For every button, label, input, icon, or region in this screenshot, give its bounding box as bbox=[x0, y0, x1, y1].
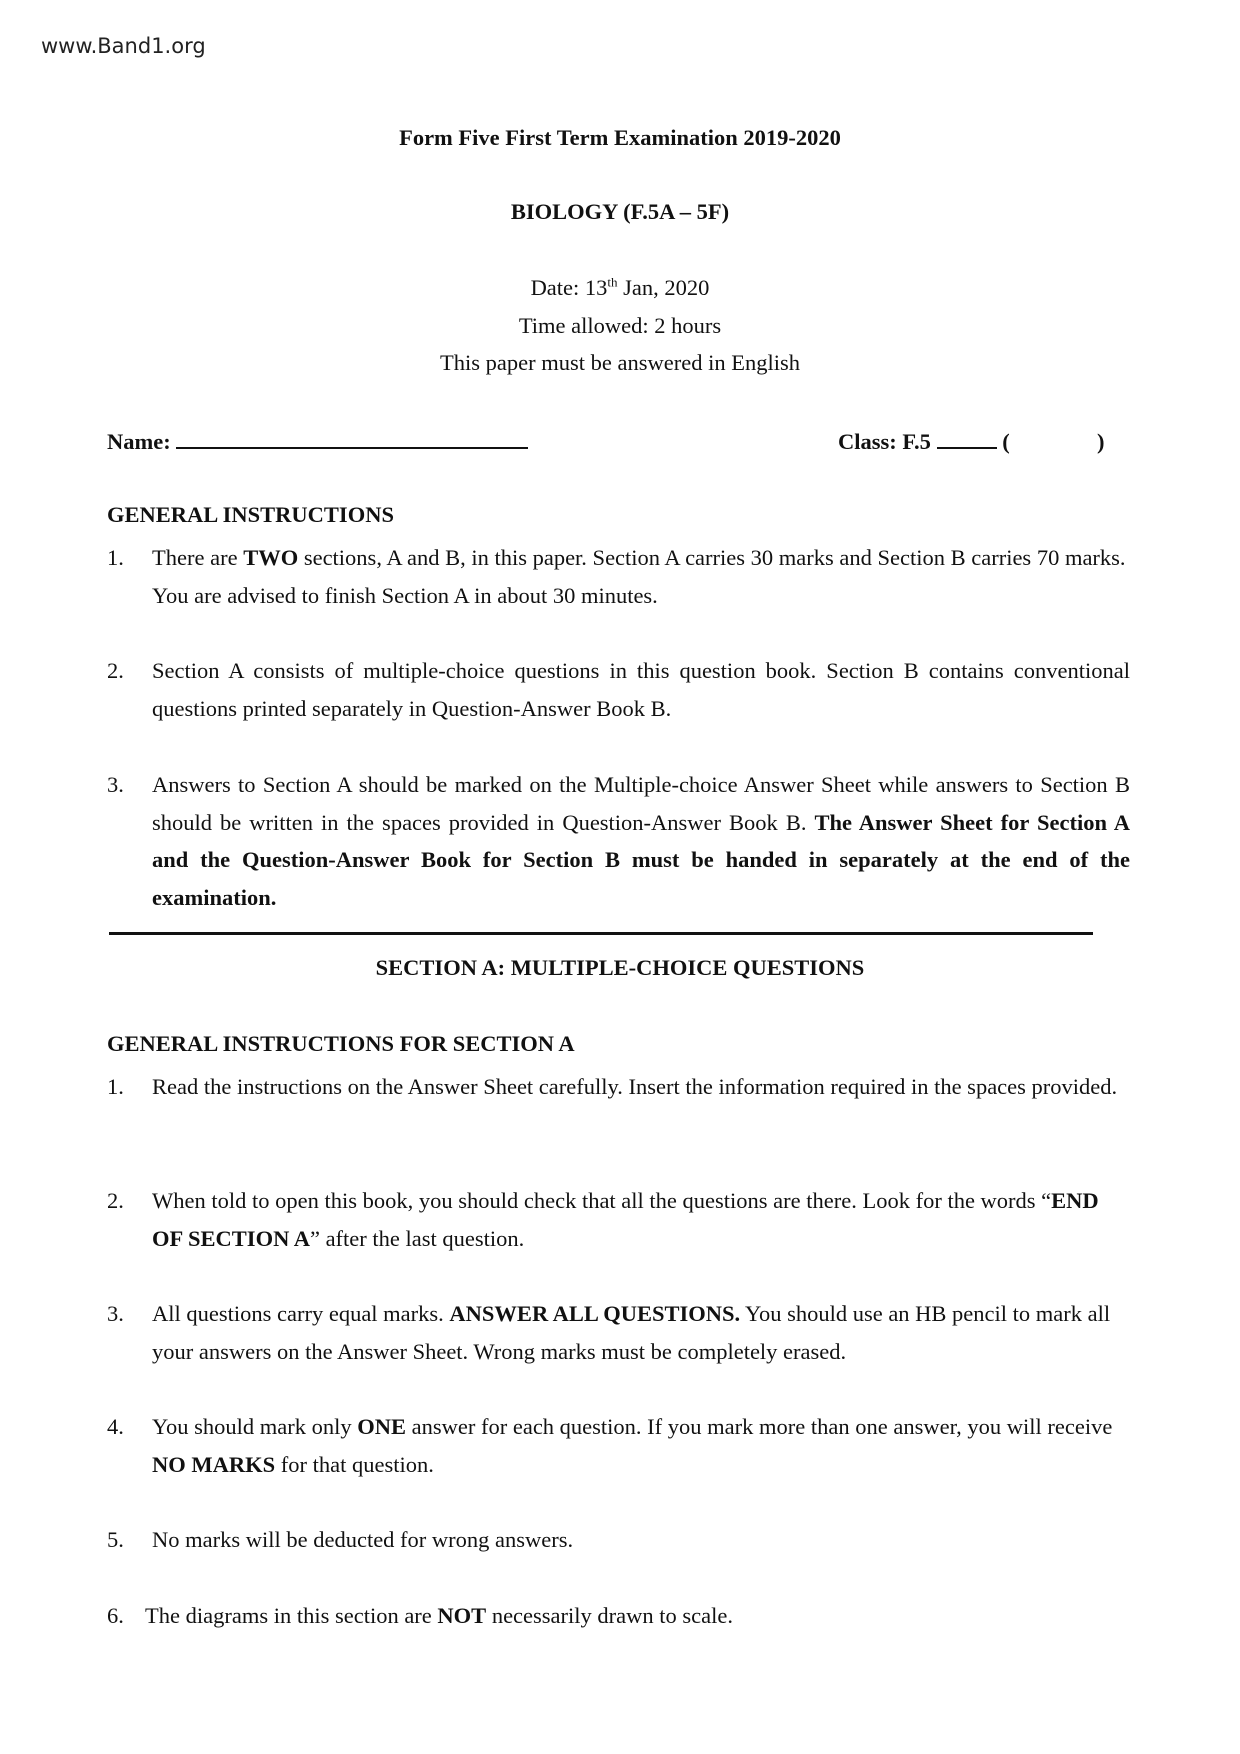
exam-date bbox=[0, 275, 1240, 301]
general-instruction-2 bbox=[107, 652, 1130, 727]
bold-text: The Answer Sheet for Section A and the Question-Answer Book for Section B must be handed in separately at the end of the examination. bbox=[152, 809, 1130, 910]
item-number: 1. bbox=[107, 545, 124, 570]
text: You should use an HB pencil to mark all your answers on the Answer Sheet. Wrong marks must be completely erased. bbox=[152, 1301, 1111, 1364]
subject-title: BIOLOGY (F.5A – 5F) bbox=[510, 199, 730, 224]
text: ” after the last question. bbox=[309, 1225, 525, 1251]
item-number: 2. bbox=[107, 1188, 124, 1213]
date-prefix: Date: 13 bbox=[530, 275, 608, 300]
watermark: www.Band1.org bbox=[41, 34, 206, 58]
text: Section A consists of multiple-choice questions in this question book. Section B contains conventional questions printed separately in Question-Answer Book B. bbox=[152, 658, 1130, 721]
general-instruction-1 bbox=[107, 539, 1130, 614]
text: There are bbox=[152, 545, 244, 570]
text: Answers to Section A should be marked on the Multiple-choice Answer Sheet while answers to Section B should be written in the spaces provided in Question-Answer Book B. bbox=[152, 772, 1130, 835]
class-label: Class: F.5 bbox=[838, 429, 931, 454]
time-allowed: Time allowed: 2 hours bbox=[518, 313, 722, 338]
bold-text: TWO bbox=[243, 545, 299, 570]
class-field[interactable] bbox=[838, 427, 1104, 455]
text: for that question. bbox=[275, 1451, 434, 1477]
text: No marks will be deducted for wrong answers. bbox=[152, 1527, 574, 1552]
bold-text: NOT bbox=[437, 1603, 487, 1628]
name-field[interactable] bbox=[107, 427, 528, 455]
name-label: Name: bbox=[107, 429, 171, 454]
text: You should mark only bbox=[152, 1414, 358, 1439]
section-a-instruction-3 bbox=[107, 1295, 1130, 1370]
item-number: 4. bbox=[107, 1414, 124, 1439]
text: When told to open this book, you should check that all the questions are there. Look for the words “ bbox=[152, 1188, 1052, 1213]
item-number: 5. bbox=[107, 1527, 124, 1552]
close-paren: ) bbox=[1096, 429, 1105, 454]
item-number: 2. bbox=[107, 658, 124, 683]
bold-text: ONE bbox=[357, 1414, 407, 1439]
divider bbox=[109, 932, 1093, 935]
item-number: 6. bbox=[107, 1603, 124, 1628]
section-a-instruction-1 bbox=[107, 1068, 1130, 1106]
language-note: This paper must be answered in English bbox=[440, 350, 800, 375]
section-a-heading: SECTION A: MULTIPLE-CHOICE QUESTIONS bbox=[375, 955, 865, 980]
section-a-instruction-5 bbox=[107, 1521, 1130, 1559]
text: sections, A and B, in this paper. Section A carries 30 marks and Section B carries 70 marks. You are advised to finish Section A in about 30 minutes. bbox=[152, 545, 1126, 608]
bold-text: END OF SECTION A bbox=[152, 1188, 1099, 1251]
text: Read the instructions on the Answer Sheet carefully. Insert the information required in the spaces provided. bbox=[152, 1074, 1118, 1099]
text: answer for each question. If you mark more than one answer, you will receive bbox=[406, 1414, 1113, 1439]
open-paren: ( bbox=[1002, 429, 1010, 454]
item-number: 3. bbox=[107, 1301, 124, 1326]
item-number: 1. bbox=[107, 1074, 124, 1099]
bold-text: ANSWER ALL QUESTIONS. bbox=[449, 1301, 741, 1326]
exam-title: Form Five First Term Examination 2019-2020 bbox=[399, 125, 841, 150]
text: All questions carry equal marks. bbox=[152, 1301, 450, 1326]
bold-text: NO MARKS bbox=[152, 1451, 276, 1477]
date-suffix: Jan, 2020 bbox=[617, 275, 710, 300]
text: necessarily drawn to scale. bbox=[486, 1603, 733, 1628]
class-blank[interactable] bbox=[937, 427, 997, 449]
general-instruction-3 bbox=[107, 766, 1130, 916]
general-instructions-heading: GENERAL INSTRUCTIONS bbox=[107, 502, 394, 527]
name-blank[interactable] bbox=[176, 427, 528, 449]
section-a-instruction-6 bbox=[107, 1597, 1130, 1635]
section-a-instruction-4 bbox=[107, 1408, 1130, 1483]
section-a-instruction-2 bbox=[107, 1182, 1130, 1257]
text: The diagrams in this section are bbox=[145, 1603, 438, 1628]
date-sup: th bbox=[607, 274, 618, 290]
item-number: 3. bbox=[107, 772, 124, 797]
section-a-instructions-heading: GENERAL INSTRUCTIONS FOR SECTION A bbox=[107, 1031, 575, 1056]
